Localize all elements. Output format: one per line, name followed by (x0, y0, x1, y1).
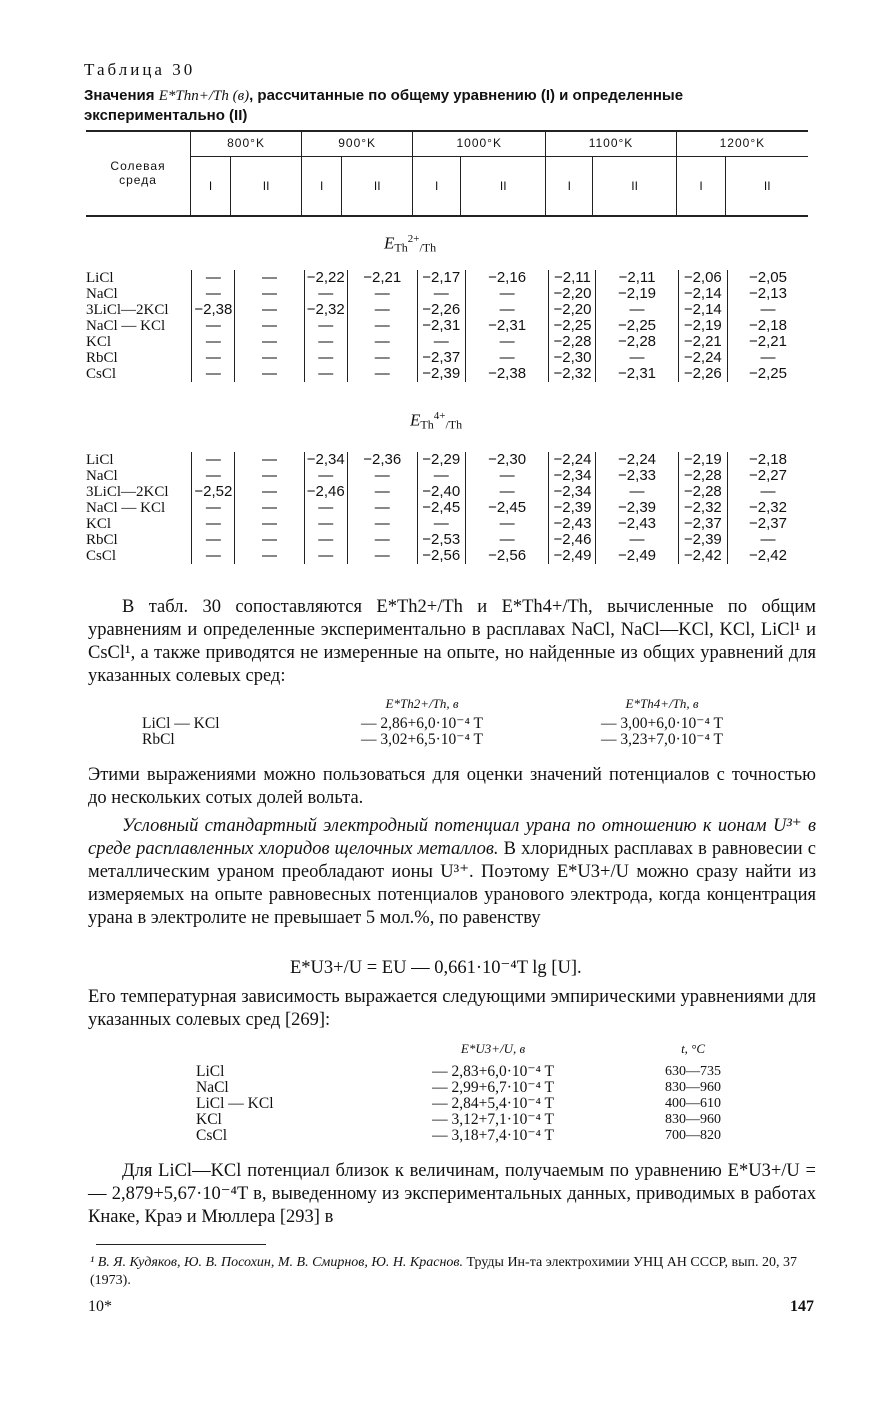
value-cell: — (235, 350, 304, 366)
value-cell: −2,42 (728, 548, 808, 564)
value-cell: −2,56 (465, 548, 549, 564)
value-cell: — (465, 516, 549, 532)
table-row (86, 484, 808, 500)
value-cell: −2,42 (678, 548, 727, 564)
u-formula-salt: LiCl — KCl (196, 1095, 274, 1112)
section-th2-charge: 2+ (407, 233, 420, 245)
value-cell: −2,27 (728, 468, 808, 484)
paragraph-5-text: Для LiCl—KCl потенциал близок к величинам, получаемым по уравнению E*U3+/U = — 2,879+5,67·10⁻⁴T в, выведенному из экспериментальных данных, приводимых в работах Кнаке, Краэ и Мюллера [293] в (88, 1161, 816, 1227)
value-cell: −2,33 (596, 468, 678, 484)
u-temp-range: 700—820 (665, 1128, 722, 1143)
value-cell: — (192, 516, 235, 532)
caption-rest: , рассчитанные по общему уравнению (I) и определенные экспериментально (II) (84, 87, 684, 124)
value-cell: — (596, 532, 678, 548)
u-formula-salt: KCl (196, 1111, 222, 1128)
formula-value: — 3,00+6,0·10⁻⁴ T (601, 715, 723, 732)
formula-value: — 3,02+6,5·10⁻⁴ T (361, 731, 483, 748)
value-cell: −2,25 (549, 318, 596, 334)
value-cell: — (347, 532, 417, 548)
formula-salt: LiCl — KCl (142, 715, 220, 732)
value-cell: — (235, 286, 304, 302)
table-row (86, 302, 808, 318)
footnote-rule (96, 1244, 266, 1245)
value-cell: — (235, 548, 304, 564)
value-cell: −2,26 (678, 366, 727, 382)
paragraph-1-text: В табл. 30 сопоставляются E*Th2+/Th и E*Th4+/Th, вычисленные по общим уравнениям и определенные экспериментально в расплавах NaCl, NaCl—KCl, KCl, LiCl¹ и CsCl¹, а также приводятся не измеренные на опыте, но найденные из общих уравнений для указанных солевых сред: (88, 597, 816, 686)
value-cell: — (235, 468, 304, 484)
value-cell: — (465, 286, 549, 302)
value-cell: — (347, 468, 417, 484)
salt-name: NaCl — KCl (86, 318, 166, 334)
table-row (86, 286, 808, 302)
value-cell: −2,20 (549, 286, 596, 302)
value-cell: — (347, 302, 417, 318)
value-cell: −2,46 (549, 532, 596, 548)
footnote (90, 1254, 815, 1290)
value-cell: −2,32 (549, 366, 596, 382)
salt-name: NaCl — KCl (86, 500, 166, 516)
u-temp-range: 400—610 (665, 1096, 722, 1111)
section-th2-ion: Th (394, 240, 408, 255)
value-cell: −2,20 (549, 302, 596, 318)
value-cell: — (235, 334, 304, 350)
paragraph-4 (88, 986, 816, 1032)
value-cell: −2,45 (465, 500, 549, 516)
value-cell: −2,22 (304, 270, 347, 286)
formula-salt: RbCl (142, 731, 175, 748)
value-cell: −2,37 (728, 516, 808, 532)
col-label: II (342, 157, 413, 216)
value-cell: — (304, 350, 347, 366)
u-formula-salt: CsCl (196, 1127, 228, 1144)
caption-prefix: Значения (84, 87, 159, 104)
table-label: Таблица 30 (84, 60, 196, 79)
value-cell: — (235, 302, 304, 318)
formula-value: — 3,23+7,0·10⁻⁴ T (601, 731, 723, 748)
value-cell: −2,56 (417, 548, 465, 564)
value-cell: −2,14 (678, 302, 727, 318)
value-cell: −2,43 (549, 516, 596, 532)
section-heading-th4 (410, 410, 462, 433)
table-header (86, 130, 808, 215)
col-label: I (676, 157, 726, 216)
value-cell: −2,43 (596, 516, 678, 532)
value-cell: −2,37 (678, 516, 727, 532)
th4-table (86, 452, 808, 564)
value-cell: — (235, 452, 304, 468)
salt-name: 3LiCl—2KCl (86, 484, 169, 500)
caption-symbol: E*Thn+/Th (в) (158, 88, 250, 104)
value-cell: — (465, 350, 549, 366)
th2-table (86, 270, 808, 382)
value-cell: −2,13 (728, 286, 808, 302)
value-cell: −2,14 (678, 286, 727, 302)
value-cell: — (304, 548, 347, 564)
value-cell: — (235, 270, 304, 286)
value-cell: — (192, 500, 235, 516)
col-label: II (593, 157, 676, 216)
temp-header-1000: 1000°K (413, 130, 546, 157)
value-cell: −2,39 (596, 500, 678, 516)
value-cell: — (728, 350, 808, 366)
th-formula-table (142, 692, 782, 748)
value-cell: — (235, 366, 304, 382)
value-cell: −2,30 (465, 452, 549, 468)
value-cell: — (465, 302, 549, 318)
value-cell: — (417, 334, 465, 350)
section-th4-base: E (410, 410, 421, 430)
col-label: II (726, 157, 808, 216)
table-row (86, 270, 808, 286)
paragraph-3-italic: Условный стандартный электродный потенциал урана по отношению к ионам U³⁺ в среде расплавленных хлоридов щелочных металлов. (88, 816, 816, 859)
paragraph-1 (88, 596, 816, 688)
value-cell: −2,34 (549, 468, 596, 484)
value-cell: — (235, 500, 304, 516)
table-row (86, 468, 808, 484)
table-row (86, 516, 808, 532)
th4-table-body (86, 452, 808, 564)
paragraph-2-text: Этими выражениями можно пользоваться для оценки значений потенциалов с точностью до нескольких сотых долей вольта. (88, 765, 816, 808)
value-cell: — (192, 452, 235, 468)
value-cell: −2,30 (549, 350, 596, 366)
value-cell: — (417, 516, 465, 532)
value-cell: — (347, 548, 417, 564)
col-label: II (461, 157, 546, 216)
salt-name: KCl (86, 334, 112, 350)
value-cell: — (304, 334, 347, 350)
value-cell: — (728, 302, 808, 318)
value-cell: — (465, 334, 549, 350)
section-heading-th2 (384, 233, 436, 256)
u-temp-range: 630—735 (665, 1064, 722, 1079)
value-cell: −2,32 (678, 500, 727, 516)
section-th4-charge: 4+ (433, 410, 446, 422)
value-cell: −2,18 (728, 318, 808, 334)
salt-name: NaCl (86, 286, 118, 302)
value-cell: −2,52 (192, 484, 235, 500)
value-cell: −2,31 (417, 318, 465, 334)
table-row (86, 500, 808, 516)
th2-table-body (86, 270, 808, 382)
footnote-authors: ¹ В. Я. Кудяков, Ю. В. Посохин, М. В. Смирнов, Ю. Н. Краснов. (90, 1255, 463, 1270)
value-cell: — (304, 532, 347, 548)
value-cell: −2,34 (304, 452, 347, 468)
value-cell: −2,38 (192, 302, 235, 318)
value-cell: −2,26 (417, 302, 465, 318)
value-cell: — (235, 532, 304, 548)
value-cell: — (192, 318, 235, 334)
table-row (86, 350, 808, 366)
value-cell: −2,39 (549, 500, 596, 516)
value-cell: — (192, 270, 235, 286)
u-formula-value: — 2,99+6,7·10⁻⁴ T (432, 1079, 555, 1096)
value-cell: — (192, 350, 235, 366)
temp-header-1200: 1200°K (676, 130, 808, 157)
value-cell: — (728, 532, 808, 548)
col-label: I (191, 157, 231, 216)
paragraph-3 (88, 815, 816, 930)
table-row (86, 452, 808, 468)
table-row (86, 318, 808, 334)
value-cell: −2,45 (417, 500, 465, 516)
value-cell: — (192, 286, 235, 302)
paragraph-3-rest: В хлоридных расплавах в равновесии с металлическим ураном преобладают ионы U³⁺. Поэтому E*U3+/U можно сразу найти из измеряемых на опыте равновесных потенциалов уранового электрода, когда концентрация урана в электролите не превышает 5 мол.%, по равенству (88, 839, 816, 928)
formula-value: — 2,86+6,0·10⁻⁴ T (361, 715, 483, 732)
value-cell: −2,11 (549, 270, 596, 286)
uranium-formula-table (196, 1034, 756, 1144)
value-cell: −2,39 (417, 366, 465, 382)
value-cell: — (192, 468, 235, 484)
col-label: I (546, 157, 593, 216)
value-cell: — (304, 500, 347, 516)
signature-mark: 10* (88, 1298, 112, 1315)
value-cell: — (192, 334, 235, 350)
table-row (86, 548, 808, 564)
value-cell: — (192, 366, 235, 382)
salt-header-line2: среда (119, 172, 157, 187)
section-th2-base: E (384, 233, 395, 253)
salt-name: CsCl (86, 366, 117, 382)
value-cell: — (304, 318, 347, 334)
value-cell: — (465, 484, 549, 500)
value-cell: −2,05 (728, 270, 808, 286)
value-cell: −2,18 (728, 452, 808, 468)
value-cell: −2,25 (728, 366, 808, 382)
value-cell: — (347, 366, 417, 382)
u-formula-value: — 3,18+7,4·10⁻⁴ T (432, 1127, 555, 1144)
value-cell: −2,19 (678, 452, 727, 468)
value-cell: −2,32 (304, 302, 347, 318)
value-cell: −2,25 (596, 318, 678, 334)
salt-name: 3LiCl—2KCl (86, 302, 169, 318)
value-cell: −2,40 (417, 484, 465, 500)
value-cell: −2,32 (728, 500, 808, 516)
value-cell: −2,24 (678, 350, 727, 366)
header-bottom-rule (86, 215, 808, 217)
value-cell: — (596, 302, 678, 318)
col-label: II (231, 157, 302, 216)
equation-1: E*U3+/U = EU — 0,661·10⁻⁴T lg [U]. (290, 958, 582, 978)
value-cell: −2,28 (549, 334, 596, 350)
value-cell: — (347, 286, 417, 302)
table-row (86, 366, 808, 382)
table-row (86, 532, 808, 548)
paragraph-4-text: Его температурная зависимость выражается следующими эмпирическими уравнениями для указанных солевых сред [269]: (88, 987, 816, 1030)
salt-name: RbCl (86, 532, 118, 548)
u-formula-header: E*U3+/U, в (460, 1041, 526, 1056)
value-cell: −2,21 (728, 334, 808, 350)
footnote-source: Труды Ин-та электрохимии УНЦ АН СССР, вып. 20, 37 (1973). (90, 1255, 797, 1288)
value-cell: −2,06 (678, 270, 727, 286)
value-cell: −2,38 (465, 366, 549, 382)
temp-header-900: 900°K (302, 130, 413, 157)
value-cell: −2,49 (596, 548, 678, 564)
u-temp-range: 830—960 (665, 1080, 722, 1095)
value-cell: −2,34 (549, 484, 596, 500)
th4-formula-header: E*Th4+/Th, в (625, 696, 699, 711)
page-number: 147 (790, 1298, 814, 1315)
u-formula-value: — 3,12+7,1·10⁻⁴ T (432, 1111, 555, 1128)
value-cell: — (235, 516, 304, 532)
value-cell: — (596, 484, 678, 500)
value-cell: — (347, 500, 417, 516)
temp-range-header: t, °C (681, 1041, 706, 1056)
paragraph-2 (88, 764, 816, 810)
value-cell: −2,53 (417, 532, 465, 548)
value-cell: — (192, 548, 235, 564)
value-cell: −2,49 (549, 548, 596, 564)
value-cell: −2,21 (678, 334, 727, 350)
salt-column-header (86, 130, 191, 215)
col-label: I (413, 157, 461, 216)
salt-header-line1: Солевая (110, 158, 166, 173)
col-label: I (302, 157, 342, 216)
u-formula-value: — 2,83+6,0·10⁻⁴ T (432, 1063, 555, 1080)
salt-name: LiCl (86, 452, 114, 468)
value-cell: −2,24 (549, 452, 596, 468)
value-cell: −2,39 (678, 532, 727, 548)
value-cell: — (347, 318, 417, 334)
temp-header-1100: 1100°K (546, 130, 677, 157)
value-cell: −2,24 (596, 452, 678, 468)
value-cell: −2,16 (465, 270, 549, 286)
value-cell: — (304, 468, 347, 484)
value-cell: — (465, 468, 549, 484)
u-formula-salt: NaCl (196, 1079, 229, 1096)
value-cell: — (304, 286, 347, 302)
value-cell: −2,19 (596, 286, 678, 302)
salt-name: CsCl (86, 548, 117, 564)
value-cell: −2,28 (596, 334, 678, 350)
value-cell: — (304, 366, 347, 382)
value-cell: — (192, 532, 235, 548)
value-cell: — (596, 350, 678, 366)
th2-formula-header: E*Th2+/Th, в (385, 696, 459, 711)
value-cell: −2,21 (347, 270, 417, 286)
value-cell: — (347, 334, 417, 350)
value-cell: — (417, 286, 465, 302)
value-cell: −2,31 (465, 318, 549, 334)
paragraph-5 (88, 1160, 816, 1229)
u-formula-salt: LiCl (196, 1063, 225, 1080)
value-cell: — (347, 516, 417, 532)
salt-name: RbCl (86, 350, 118, 366)
value-cell: — (417, 468, 465, 484)
value-cell: −2,17 (417, 270, 465, 286)
value-cell: −2,28 (678, 484, 727, 500)
value-cell: −2,29 (417, 452, 465, 468)
value-cell: — (235, 484, 304, 500)
table-row (86, 334, 808, 350)
value-cell: — (304, 516, 347, 532)
u-temp-range: 830—960 (665, 1112, 722, 1127)
value-cell: −2,46 (304, 484, 347, 500)
value-cell: — (465, 532, 549, 548)
salt-name: KCl (86, 516, 112, 532)
table-caption (84, 86, 814, 125)
u-formula-value: — 2,84+5,4·10⁻⁴ T (432, 1095, 555, 1112)
value-cell: −2,31 (596, 366, 678, 382)
section-th2-suffix: /Th (419, 240, 437, 255)
value-cell: −2,36 (347, 452, 417, 468)
section-th4-suffix: /Th (445, 417, 463, 432)
salt-name: LiCl (86, 270, 114, 286)
value-cell: — (235, 318, 304, 334)
value-cell: — (347, 350, 417, 366)
value-cell: −2,28 (678, 468, 727, 484)
section-th4-ion: Th (420, 417, 434, 432)
value-cell: −2,19 (678, 318, 727, 334)
temp-header-800: 800°K (191, 130, 302, 157)
value-cell: — (728, 484, 808, 500)
value-cell: −2,11 (596, 270, 678, 286)
value-cell: −2,37 (417, 350, 465, 366)
salt-name: NaCl (86, 468, 118, 484)
value-cell: — (347, 484, 417, 500)
